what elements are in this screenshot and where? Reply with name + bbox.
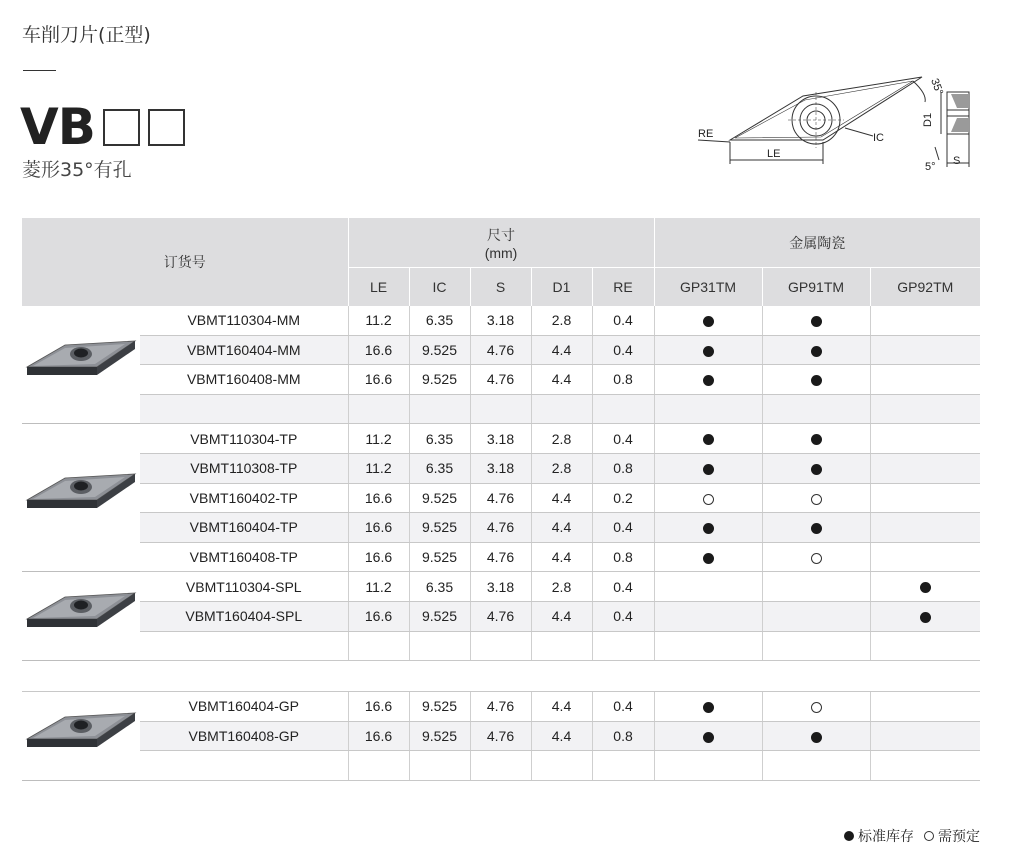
- product-code-text: VB: [20, 98, 95, 156]
- legend: [844, 826, 980, 846]
- header-size: [348, 218, 654, 268]
- filled-dot-icon: [920, 582, 931, 593]
- dim-le-cell: 16.6: [348, 721, 409, 751]
- filled-dot-icon: [703, 464, 714, 475]
- dim-le-cell: 16.6: [348, 692, 409, 722]
- dim-d1-cell: 2.8: [531, 453, 592, 483]
- dim-le-cell: 16.6: [348, 601, 409, 631]
- dim-le-cell: 16.6: [348, 365, 409, 395]
- dim-re-cell: 0.2: [592, 483, 654, 513]
- grade-cell: [762, 424, 870, 454]
- dim-d1-cell: 4.4: [531, 692, 592, 722]
- grade-cell: [870, 601, 980, 631]
- filled-dot-icon: [703, 375, 714, 386]
- dim-ic-cell: 9.525: [409, 483, 470, 513]
- dim-ic-cell: 9.525: [409, 335, 470, 365]
- grade-cell: [762, 601, 870, 631]
- order-code-cell: VBMT110304-SPL: [140, 572, 348, 602]
- header-dim-d1: D1: [531, 268, 592, 307]
- header-dim-le: LE: [348, 268, 409, 307]
- open-dot-icon: [924, 831, 934, 841]
- grade-cell: [654, 513, 762, 543]
- order-code-cell: VBMT110304-MM: [140, 306, 348, 335]
- dim-d1-cell: 2.8: [531, 572, 592, 602]
- grade-cell: [654, 365, 762, 395]
- insert-image-icon: [25, 470, 137, 522]
- filled-dot-icon: [844, 831, 854, 841]
- grade-cell: [762, 513, 870, 543]
- label-angle-top: 35°: [928, 76, 946, 97]
- order-code-cell: VBMT160408-GP: [140, 721, 348, 751]
- dim-d1-cell: 4.4: [531, 335, 592, 365]
- dim-s-cell: [470, 751, 531, 781]
- dim-s-cell: 4.76: [470, 601, 531, 631]
- header-dim-s: S: [470, 268, 531, 307]
- filled-dot-icon: [703, 316, 714, 327]
- open-dot-icon: [703, 494, 714, 505]
- header-order-code: 订货号: [22, 218, 348, 306]
- dim-ic-cell: 9.525: [409, 721, 470, 751]
- filled-dot-icon: [703, 553, 714, 564]
- filled-dot-icon: [703, 523, 714, 534]
- dim-d1-cell: [531, 394, 592, 424]
- grade-cell: [870, 365, 980, 395]
- header-grade: 金属陶瓷: [654, 218, 980, 268]
- header-size-label: 尺寸: [487, 226, 516, 243]
- order-code-cell: VBMT160408-TP: [140, 542, 348, 572]
- table-row: [22, 335, 980, 365]
- grade-cell: [870, 721, 980, 751]
- dim-s-cell: [470, 631, 531, 661]
- grade-cell: [870, 751, 980, 781]
- table-row: [22, 601, 980, 631]
- dim-re-cell: 0.4: [592, 601, 654, 631]
- table-blank-row: [22, 631, 980, 661]
- open-dot-icon: [811, 702, 822, 713]
- dim-s-cell: 4.76: [470, 721, 531, 751]
- legend-stock: 标准库存: [858, 828, 914, 844]
- grade-cell: [654, 721, 762, 751]
- open-dot-icon: [811, 553, 822, 564]
- dim-ic-cell: [409, 751, 470, 781]
- dim-le-cell: [348, 751, 409, 781]
- legend-order: 需预定: [938, 828, 980, 844]
- grade-cell: [762, 365, 870, 395]
- dim-re-cell: 0.4: [592, 572, 654, 602]
- dim-ic-cell: 6.35: [409, 572, 470, 602]
- placeholder-box-1: [103, 109, 140, 146]
- table-row: [22, 365, 980, 395]
- header-dim-ic: IC: [409, 268, 470, 307]
- grade-cell: [654, 483, 762, 513]
- dim-s-cell: 3.18: [470, 572, 531, 602]
- grade-cell: [870, 542, 980, 572]
- label-d1: D1: [922, 112, 934, 127]
- grade-cell: [762, 483, 870, 513]
- header-grade-gp92tm: GP92TM: [870, 268, 980, 307]
- order-code-cell: VBMT160402-TP: [140, 483, 348, 513]
- dim-d1-cell: 2.8: [531, 424, 592, 454]
- product-subtitle: 菱形35°有孔: [22, 159, 132, 181]
- filled-dot-icon: [920, 612, 931, 623]
- filled-dot-icon: [811, 732, 822, 743]
- table-blank-row: [22, 751, 980, 781]
- dim-d1-cell: [531, 631, 592, 661]
- insert-image-icon: [25, 337, 137, 389]
- grade-cell: [654, 751, 762, 781]
- grade-cell: [762, 631, 870, 661]
- order-code-cell: VBMT160404-TP: [140, 513, 348, 543]
- grade-cell: [654, 631, 762, 661]
- filled-dot-icon: [703, 434, 714, 445]
- dim-le-cell: 11.2: [348, 306, 409, 335]
- grade-cell: [870, 483, 980, 513]
- order-code-cell: [140, 751, 348, 781]
- product-table: [22, 218, 980, 781]
- table-row: [22, 306, 980, 335]
- label-ic: IC: [873, 132, 884, 144]
- grade-cell: [654, 453, 762, 483]
- table-row: [22, 513, 980, 543]
- dim-ic-cell: 9.525: [409, 542, 470, 572]
- grade-cell: [870, 631, 980, 661]
- grade-cell: [654, 424, 762, 454]
- grade-cell: [870, 306, 980, 335]
- table-row: [22, 483, 980, 513]
- dim-le-cell: [348, 394, 409, 424]
- table-row: [22, 542, 980, 572]
- grade-cell: [762, 453, 870, 483]
- grade-cell: [654, 572, 762, 602]
- dim-re-cell: 0.4: [592, 513, 654, 543]
- dim-re-cell: 0.8: [592, 542, 654, 572]
- header-grade-gp91tm: GP91TM: [762, 268, 870, 307]
- grade-cell: [762, 394, 870, 424]
- dim-d1-cell: 4.4: [531, 513, 592, 543]
- dim-s-cell: 4.76: [470, 335, 531, 365]
- dim-s-cell: 4.76: [470, 365, 531, 395]
- dim-le-cell: 11.2: [348, 572, 409, 602]
- dim-re-cell: 0.8: [592, 453, 654, 483]
- grade-cell: [870, 394, 980, 424]
- open-dot-icon: [811, 494, 822, 505]
- dim-ic-cell: 9.525: [409, 692, 470, 722]
- table-blank-row: [22, 394, 980, 424]
- filled-dot-icon: [811, 316, 822, 327]
- dim-s-cell: 4.76: [470, 483, 531, 513]
- dim-s-cell: 3.18: [470, 306, 531, 335]
- dim-re-cell: 0.4: [592, 692, 654, 722]
- label-re: RE: [698, 128, 714, 140]
- dim-le-cell: 11.2: [348, 424, 409, 454]
- dim-ic-cell: 9.525: [409, 513, 470, 543]
- label-s: S: [953, 155, 961, 167]
- grade-cell: [870, 692, 980, 722]
- dim-ic-cell: 9.525: [409, 601, 470, 631]
- label-angle-side: 5°: [925, 161, 936, 173]
- dim-le-cell: 11.2: [348, 453, 409, 483]
- dim-d1-cell: 2.8: [531, 306, 592, 335]
- dim-le-cell: [348, 631, 409, 661]
- title-underline: [23, 70, 56, 71]
- dim-re-cell: [592, 751, 654, 781]
- dim-s-cell: 3.18: [470, 453, 531, 483]
- dim-ic-cell: 9.525: [409, 365, 470, 395]
- order-code-cell: VBMT160408-MM: [140, 365, 348, 395]
- grade-cell: [762, 721, 870, 751]
- order-code-cell: [140, 631, 348, 661]
- dim-s-cell: 4.76: [470, 513, 531, 543]
- header-dim-re: RE: [592, 268, 654, 307]
- dim-re-cell: 0.4: [592, 306, 654, 335]
- product-code: [20, 98, 185, 156]
- category-title: 车削刀片(正型): [22, 24, 151, 46]
- table-row: [22, 424, 980, 454]
- order-code-cell: VBMT110304-TP: [140, 424, 348, 454]
- filled-dot-icon: [703, 702, 714, 713]
- grade-cell: [654, 601, 762, 631]
- order-code-cell: VBMT160404-GP: [140, 692, 348, 722]
- dim-d1-cell: [531, 751, 592, 781]
- group-image-cell: [22, 572, 140, 661]
- grade-cell: [762, 572, 870, 602]
- filled-dot-icon: [811, 375, 822, 386]
- header-size-unit: (mm): [484, 244, 518, 261]
- dim-d1-cell: 4.4: [531, 365, 592, 395]
- grade-cell: [762, 751, 870, 781]
- grade-cell: [870, 572, 980, 602]
- grade-cell: [762, 692, 870, 722]
- group-image-cell: [22, 424, 140, 572]
- order-code-cell: VBMT160404-SPL: [140, 601, 348, 631]
- group-image-cell: [22, 692, 140, 781]
- group-spacer-row: [22, 661, 980, 692]
- insert-image-icon: [25, 589, 137, 641]
- insert-image-icon: [25, 709, 137, 761]
- filled-dot-icon: [811, 434, 822, 445]
- filled-dot-icon: [811, 523, 822, 534]
- dim-re-cell: 0.4: [592, 335, 654, 365]
- spacer-cell: [22, 661, 980, 692]
- dim-re-cell: [592, 394, 654, 424]
- dim-s-cell: 3.18: [470, 424, 531, 454]
- grade-cell: [870, 424, 980, 454]
- grade-cell: [762, 306, 870, 335]
- dim-re-cell: 0.4: [592, 424, 654, 454]
- dim-ic-cell: 6.35: [409, 453, 470, 483]
- grade-cell: [870, 335, 980, 365]
- dim-ic-cell: 6.35: [409, 306, 470, 335]
- dim-le-cell: 16.6: [348, 335, 409, 365]
- dim-ic-cell: 6.35: [409, 424, 470, 454]
- grade-cell: [870, 513, 980, 543]
- dim-le-cell: 16.6: [348, 513, 409, 543]
- placeholder-box-2: [148, 109, 185, 146]
- dim-d1-cell: 4.4: [531, 601, 592, 631]
- filled-dot-icon: [811, 346, 822, 357]
- dim-d1-cell: 4.4: [531, 721, 592, 751]
- grade-cell: [654, 306, 762, 335]
- grade-cell: [762, 542, 870, 572]
- group-image-cell: [22, 306, 140, 424]
- header-grade-gp31tm: GP31TM: [654, 268, 762, 307]
- grade-cell: [762, 335, 870, 365]
- order-code-cell: [140, 394, 348, 424]
- dim-s-cell: [470, 394, 531, 424]
- table-row: [22, 572, 980, 602]
- dim-s-cell: 4.76: [470, 692, 531, 722]
- table-row: [22, 453, 980, 483]
- dim-re-cell: 0.8: [592, 721, 654, 751]
- dim-s-cell: 4.76: [470, 542, 531, 572]
- table-row: [22, 721, 980, 751]
- dim-re-cell: [592, 631, 654, 661]
- order-code-cell: VBMT110308-TP: [140, 453, 348, 483]
- filled-dot-icon: [703, 732, 714, 743]
- label-le: LE: [767, 148, 781, 160]
- grade-cell: [654, 394, 762, 424]
- grade-cell: [654, 335, 762, 365]
- filled-dot-icon: [703, 346, 714, 357]
- grade-cell: [870, 453, 980, 483]
- table-row: [22, 692, 980, 722]
- dim-ic-cell: [409, 394, 470, 424]
- dim-ic-cell: [409, 631, 470, 661]
- grade-cell: [654, 542, 762, 572]
- dim-re-cell: 0.8: [592, 365, 654, 395]
- dim-le-cell: 16.6: [348, 483, 409, 513]
- insert-dimension-diagram: [695, 72, 985, 182]
- diagram-rhombus: [730, 77, 922, 140]
- order-code-cell: VBMT160404-MM: [140, 335, 348, 365]
- filled-dot-icon: [811, 464, 822, 475]
- dim-d1-cell: 4.4: [531, 483, 592, 513]
- dim-le-cell: 16.6: [348, 542, 409, 572]
- grade-cell: [654, 692, 762, 722]
- dim-d1-cell: 4.4: [531, 542, 592, 572]
